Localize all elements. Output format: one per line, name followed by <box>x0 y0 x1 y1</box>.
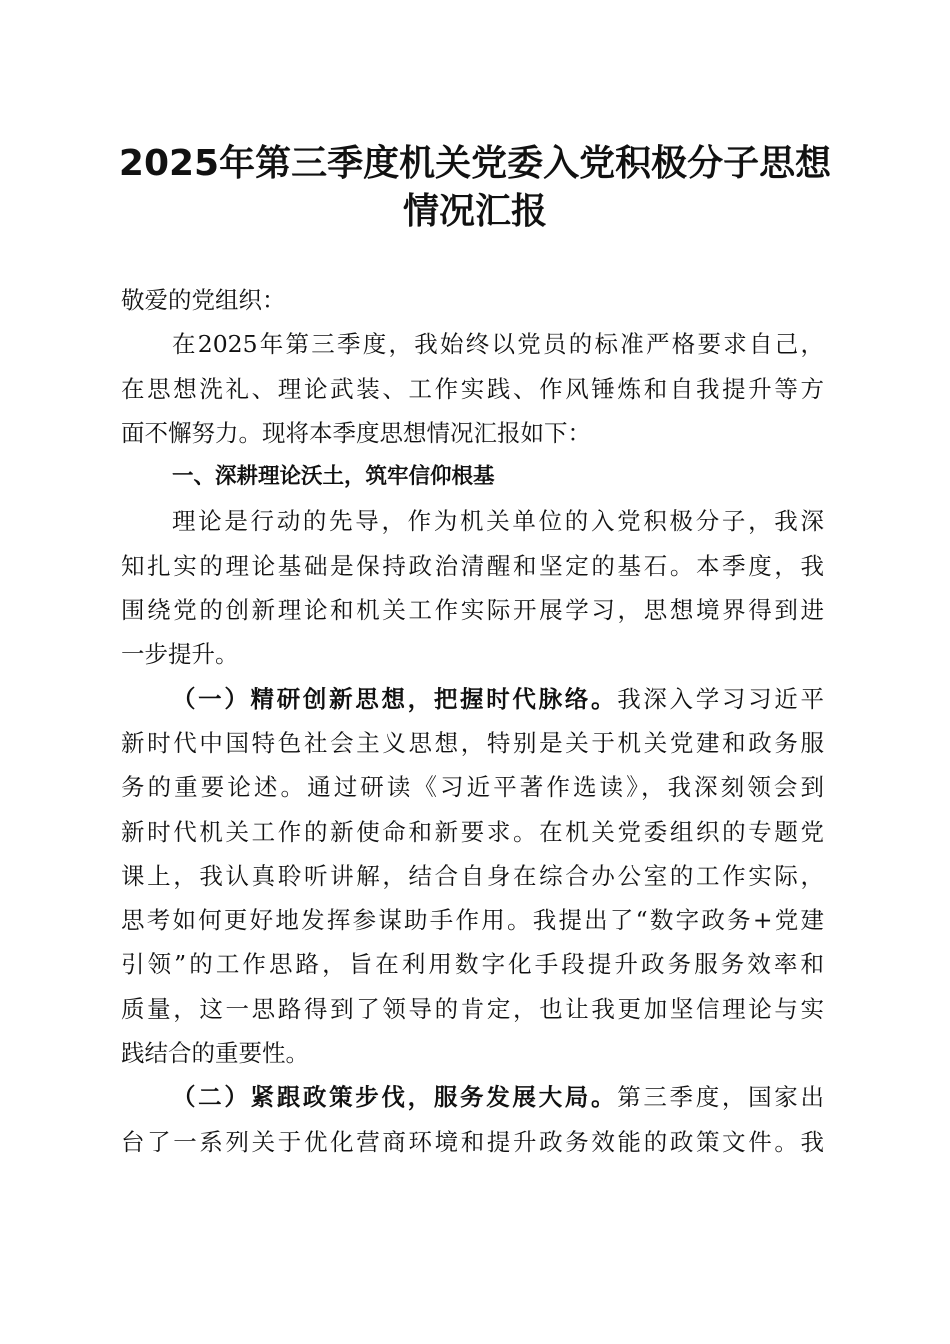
sub1-line-5: 思考如何更好地发挥参谋助手作用。我提出了“数字政务+党建 <box>121 906 824 935</box>
intro-line-3: 面不懈努力。现将本季度思想情况汇报如下： <box>121 418 591 447</box>
sub1-first-line <box>121 677 824 721</box>
section1-line-2: 知扎实的理论基础是保持政治清醒和坚定的基石。本季度，我 <box>121 551 824 580</box>
sub2-lead: （二）紧跟政策步伐，服务发展大局。 <box>172 1083 618 1112</box>
sub2-first-line <box>121 1075 824 1119</box>
sub1-first-rest: 我深入学习习近平 <box>617 684 824 713</box>
sub1-line-3: 新时代机关工作的新使命和新要求。在机关党委组织的专题党 <box>121 817 824 846</box>
sub2-first-rest: 第三季度，国家出 <box>617 1083 824 1112</box>
intro-line-1: 在2025年第三季度，我始终以党员的标准严格要求自己， <box>172 330 824 359</box>
document-title <box>110 140 840 236</box>
document-body <box>121 278 824 1164</box>
sub1-line-6: 引领”的工作思路，旨在利用数字化手段提升政务服务效率和 <box>121 950 824 979</box>
sub1-line-1: 新时代中国特色社会主义思想，特别是关于机关党建和政务服 <box>121 728 824 757</box>
title-line-1: 2025年第三季度机关党委入党积极分子思想 <box>118 143 832 184</box>
sub1-line-8: 践结合的重要性。 <box>121 1039 309 1068</box>
sub1-line-2: 务的重要论述。通过研读《习近平著作选读》，我深刻领会到 <box>121 773 824 802</box>
sub1-lead: （一）精研创新思想，把握时代脉络。 <box>172 684 618 713</box>
title-line-2: 情况汇报 <box>402 191 547 232</box>
sub1-line-4: 课上，我认真聆听讲解，结合自身在综合办公室的工作实际， <box>121 861 824 890</box>
section1-line-1: 理论是行动的先导，作为机关单位的入党积极分子，我深 <box>172 507 824 536</box>
sub1-line-7: 质量，这一思路得到了领导的肯定，也让我更加坚信理论与实 <box>121 994 824 1023</box>
section-heading-1: 一、深耕理论沃土，筑牢信仰根基 <box>172 464 495 490</box>
section1-line-3: 围绕党的创新理论和机关工作实际开展学习，思想境界得到进 <box>121 596 824 625</box>
section1-line-4: 一步提升。 <box>121 640 239 669</box>
intro-line-2: 在思想洗礼、理论武装、工作实践、作风锤炼和自我提升等方 <box>121 374 824 403</box>
sub2-line-1: 台了一系列关于优化营商环境和提升政务效能的政策文件。我 <box>121 1127 824 1156</box>
salutation: 敬爱的党组织： <box>121 286 286 314</box>
